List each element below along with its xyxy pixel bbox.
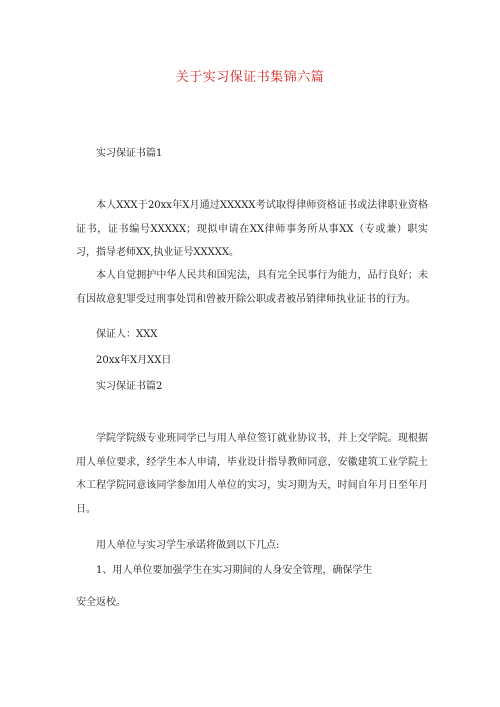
- section2-paragraph-2: 用人单位与实习学生承诺将做到以下几点:: [96, 540, 280, 551]
- date-line: 20xx年X月XX日: [96, 355, 172, 366]
- guarantor-line: 保证人：XXX: [96, 329, 158, 340]
- section1-paragraph-2: 本人自觉拥护中华人民共和国宪法，具有完全民事行为能力，品行良好；未有因故意犯罪受过刑事处罚和曾被开除公职或者被吊销律师执业证书的行为。: [76, 270, 428, 305]
- document-title: 关于实习保证书集锦六篇: [175, 70, 325, 85]
- section1-heading: 实习保证书篇1: [96, 148, 163, 159]
- section1-paragraph-1: 本人XXX于20xx年X月通过XXXXX考试取得律师资格证书或法律职业资格证书，证书编号XXXXX；现拟申请在XX律师事务所从事XX（专或兼）职实习，指导老师XX,执业证号XXXXX。: [76, 200, 428, 258]
- section2-heading: 实习保证书篇2: [96, 381, 163, 392]
- section2-paragraph-1: 学院学院级专业班同学已与用人单位签订就业协议书，并上交学院。现根据用人单位要求，经学生本人申请，毕业设计指导教师同意，安徽建筑工业学院土木工程学院同意该同学参加用人单位的实习，实习期为天，时间自年月日至年月日。: [76, 433, 428, 515]
- list-item-1-line-1: 1、用人单位要加强学生在实习期间的人身安全管理，确保学生: [96, 565, 373, 576]
- list-item-1-line-2: 安全返校。: [76, 597, 126, 608]
